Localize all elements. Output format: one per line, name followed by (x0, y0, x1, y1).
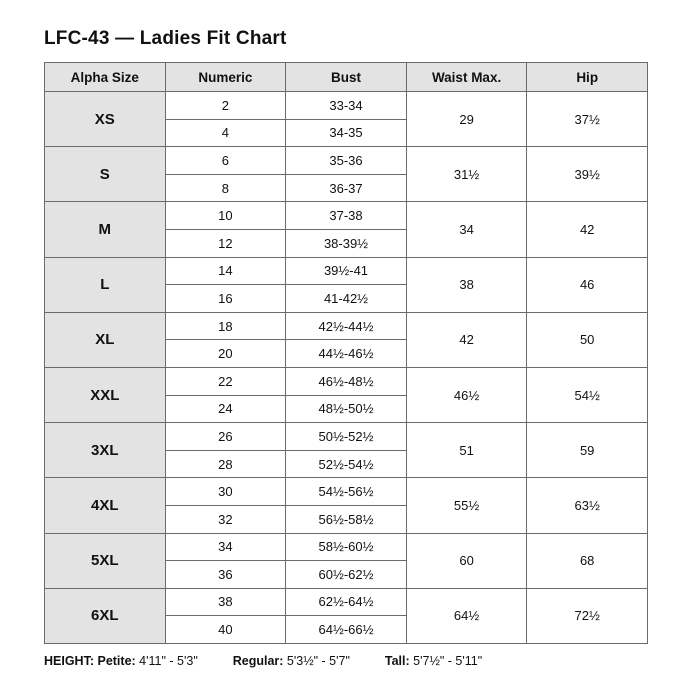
alpha-size-cell: XS (45, 92, 166, 147)
regular-label: Regular: (232, 654, 284, 668)
numeric-cell: 2 (165, 92, 286, 120)
header-waist-max: Waist Max. (406, 63, 527, 92)
header-hip: Hip (527, 63, 648, 92)
bust-cell: 37-38 (286, 202, 407, 230)
waist-max-cell: 31½ (406, 147, 527, 202)
numeric-cell: 10 (165, 202, 286, 230)
numeric-cell: 12 (165, 229, 286, 257)
table-row (45, 588, 648, 616)
bust-cell: 52½-54½ (286, 450, 407, 478)
regular-value: 5'3½" - 5'7" (286, 654, 350, 668)
bust-cell: 42½-44½ (286, 312, 407, 340)
hip-cell: 37½ (527, 92, 648, 147)
numeric-cell: 26 (165, 423, 286, 451)
bust-cell: 38-39½ (286, 229, 407, 257)
numeric-cell: 6 (165, 147, 286, 175)
bust-cell: 50½-52½ (286, 423, 407, 451)
alpha-size-cell: S (45, 147, 166, 202)
numeric-cell: 22 (165, 367, 286, 395)
table-row (45, 147, 648, 175)
alpha-size-cell: 5XL (45, 533, 166, 588)
bust-cell: 41-42½ (286, 285, 407, 313)
bust-cell: 36-37 (286, 174, 407, 202)
header-numeric: Numeric (165, 63, 286, 92)
numeric-cell: 16 (165, 285, 286, 313)
waist-max-cell: 34 (406, 202, 527, 257)
hip-cell: 50 (527, 312, 648, 367)
numeric-cell: 32 (165, 505, 286, 533)
fit-chart-body (45, 92, 648, 644)
bust-cell: 46½-48½ (286, 367, 407, 395)
height-footer (44, 654, 482, 668)
waist-max-cell: 46½ (406, 367, 527, 422)
numeric-cell: 20 (165, 340, 286, 368)
numeric-cell: 4 (165, 119, 286, 147)
bust-cell: 54½-56½ (286, 478, 407, 506)
numeric-cell: 38 (165, 588, 286, 616)
table-row (45, 257, 648, 285)
numeric-cell: 18 (165, 312, 286, 340)
alpha-size-cell: 3XL (45, 423, 166, 478)
table-row (45, 478, 648, 506)
table-row (45, 312, 648, 340)
petite-label: Petite: (97, 654, 136, 668)
waist-max-cell: 42 (406, 312, 527, 367)
hip-cell: 59 (527, 423, 648, 478)
bust-cell: 44½-46½ (286, 340, 407, 368)
bust-cell: 39½-41 (286, 257, 407, 285)
alpha-size-cell: L (45, 257, 166, 312)
page-title: LFC-43 — Ladies Fit Chart (44, 28, 287, 49)
alpha-size-cell: 4XL (45, 478, 166, 533)
bust-cell: 34-35 (286, 119, 407, 147)
waist-max-cell: 29 (406, 92, 527, 147)
numeric-cell: 34 (165, 533, 286, 561)
numeric-cell: 14 (165, 257, 286, 285)
waist-max-cell: 51 (406, 423, 527, 478)
waist-max-cell: 60 (406, 533, 527, 588)
bust-cell: 33-34 (286, 92, 407, 120)
table-row (45, 92, 648, 120)
table-row (45, 533, 648, 561)
table-row (45, 367, 648, 395)
fit-chart-table (44, 62, 648, 644)
numeric-cell: 28 (165, 450, 286, 478)
table-row (45, 202, 648, 230)
header-row (45, 63, 648, 92)
numeric-cell: 30 (165, 478, 286, 506)
alpha-size-cell: M (45, 202, 166, 257)
numeric-cell: 40 (165, 616, 286, 644)
header-alpha-size: Alpha Size (45, 63, 166, 92)
hip-cell: 54½ (527, 367, 648, 422)
bust-cell: 48½-50½ (286, 395, 407, 423)
alpha-size-cell: 6XL (45, 588, 166, 643)
bust-cell: 62½-64½ (286, 588, 407, 616)
hip-cell: 39½ (527, 147, 648, 202)
alpha-size-cell: XL (45, 312, 166, 367)
hip-cell: 42 (527, 202, 648, 257)
table-row (45, 423, 648, 451)
numeric-cell: 36 (165, 561, 286, 589)
header-bust: Bust (286, 63, 407, 92)
hip-cell: 63½ (527, 478, 648, 533)
hip-cell: 46 (527, 257, 648, 312)
alpha-size-cell: XXL (45, 367, 166, 422)
waist-max-cell: 55½ (406, 478, 527, 533)
bust-cell: 58½-60½ (286, 533, 407, 561)
bust-cell: 56½-58½ (286, 505, 407, 533)
waist-max-cell: 38 (406, 257, 527, 312)
numeric-cell: 8 (165, 174, 286, 202)
tall-value: 5'7½" - 5'11" (413, 654, 483, 668)
petite-value: 4'11" - 5'3" (139, 654, 198, 668)
bust-cell: 35-36 (286, 147, 407, 175)
waist-max-cell: 64½ (406, 588, 527, 643)
numeric-cell: 24 (165, 395, 286, 423)
bust-cell: 64½-66½ (286, 616, 407, 644)
hip-cell: 68 (527, 533, 648, 588)
hip-cell: 72½ (527, 588, 648, 643)
bust-cell: 60½-62½ (286, 561, 407, 589)
height-label: HEIGHT: (44, 654, 94, 668)
tall-label: Tall: (384, 654, 410, 668)
